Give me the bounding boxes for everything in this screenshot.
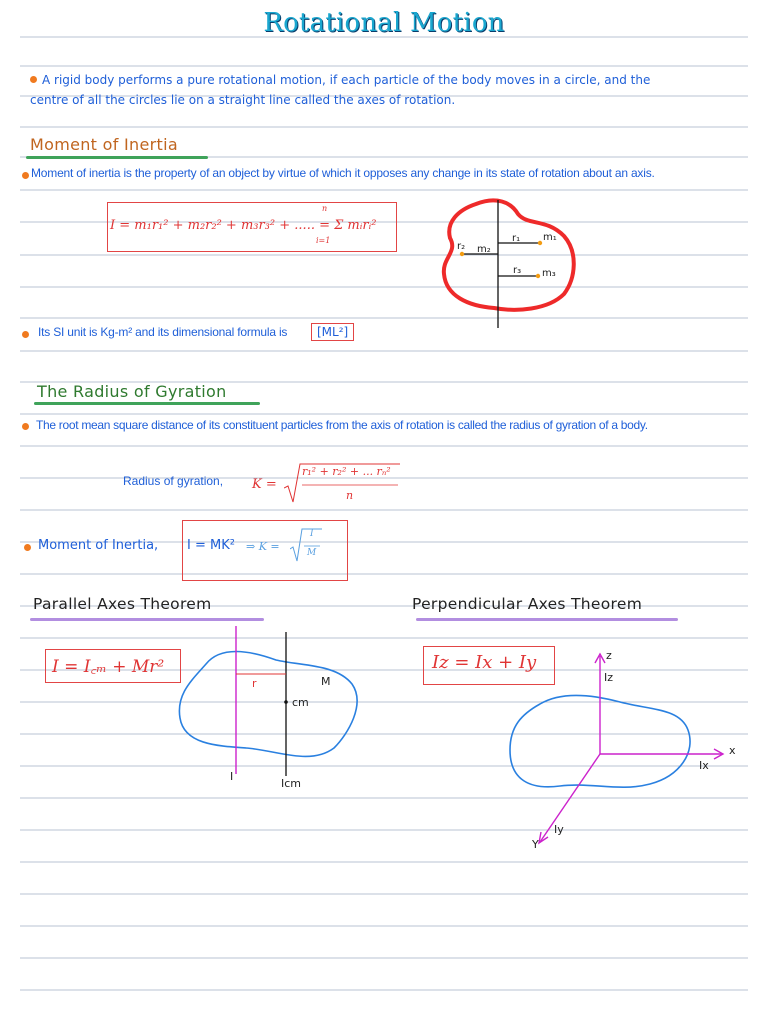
bullet	[22, 423, 29, 430]
intro-line-1: A rigid body performs a pure rotational motion, if each particle of the body moves in a circle, and the	[42, 73, 651, 87]
label-Iz: Iz	[604, 671, 614, 684]
label-x: x	[729, 744, 736, 757]
rog-definition: The root mean square distance of its constituent particles from the axis of rotation is called the radius of gyration of a body.	[36, 418, 648, 432]
rog-formula-lhs: K =	[252, 477, 277, 492]
label-m3: m₃	[542, 268, 556, 279]
heading-underline	[30, 618, 264, 621]
label-Ix: Ix	[699, 759, 709, 772]
sum-lower-limit: i=1	[316, 236, 331, 245]
label-r3: r₃	[513, 265, 522, 276]
bullet	[30, 76, 37, 83]
bullet	[22, 172, 29, 179]
moi-relation-numerator: I	[310, 529, 314, 539]
heading-radius-of-gyration: The Radius of Gyration	[37, 382, 227, 401]
parallel-formula: I = I꜀ₘ + Mr²	[52, 657, 165, 677]
label-I: I	[230, 770, 234, 783]
heading-perpendicular-axes: Perpendicular Axes Theorem	[412, 595, 643, 613]
moi-definition: Moment of inertia is the property of an object by virtue of which it opposes any change in its state of rotation about an axis.	[31, 166, 655, 180]
label-cm: cm	[292, 696, 309, 709]
perpendicular-formula: Iz = Ix + Iy	[432, 652, 537, 673]
page-title: Rotational Motion	[263, 8, 505, 38]
si-unit-text: Its SI unit is Kg-m² and its dimensional formula is	[38, 325, 288, 339]
heading-underline	[416, 618, 678, 621]
label-Iy: Iy	[554, 823, 564, 836]
label-Icm: Icm	[281, 777, 302, 790]
label-r1: r₁	[512, 233, 521, 244]
perpendicular-axes-diagram	[500, 650, 736, 850]
bullet	[24, 544, 31, 551]
heading-underline	[26, 156, 208, 159]
heading-underline	[34, 402, 260, 405]
label-r2: r₂	[457, 241, 466, 252]
intro-line-2: centre of all the circles lie on a straight line called the axes of rotation.	[30, 93, 456, 107]
bullet	[22, 331, 29, 338]
rog-formula-numerator: r₁² + r₂² + ... rₙ²	[302, 465, 391, 478]
moi-relation-arrow: ⇒ K =	[246, 540, 280, 553]
moi-rigid-body-diagram	[436, 196, 586, 330]
rog-label: Radius of gyration,	[123, 474, 224, 488]
dimensional-formula: [ML²]	[311, 323, 354, 341]
moi-relation-denominator: M	[307, 548, 317, 558]
sum-upper-limit: n	[322, 204, 328, 213]
parallel-axes-diagram	[176, 624, 366, 794]
sqrt-symbol	[290, 527, 324, 565]
moi-relation-label: Moment of Inertia,	[38, 538, 159, 553]
label-M: M	[321, 675, 331, 688]
heading-moment-of-inertia: Moment of Inertia	[30, 135, 178, 154]
moi-formula: I = m₁r₁² + m₂r₂² + m₃r₃² + ..... = Σ mᵢrᵢ²	[110, 218, 377, 233]
label-m1: m₁	[543, 232, 557, 243]
label-y: Y	[532, 838, 539, 851]
label-m2: m₂	[477, 244, 491, 255]
heading-parallel-axes: Parallel Axes Theorem	[33, 595, 212, 613]
rog-formula-denominator: n	[346, 489, 354, 502]
label-z: z	[606, 649, 612, 662]
label-r: r	[252, 677, 257, 690]
moi-relation-formula: I = MK²	[187, 538, 235, 553]
